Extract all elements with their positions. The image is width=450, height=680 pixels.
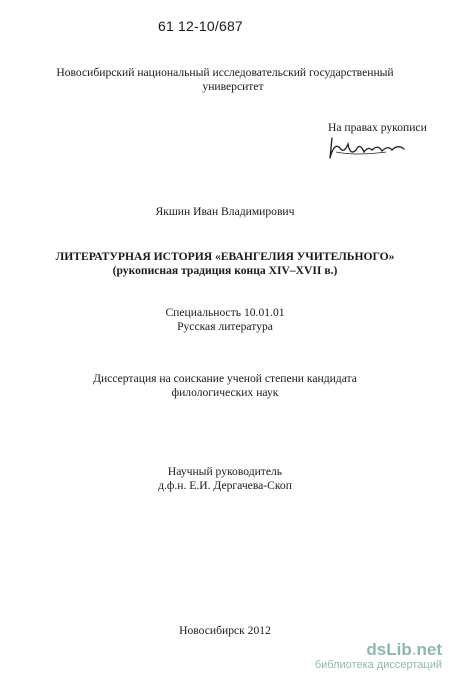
university-line-2: университет bbox=[202, 80, 264, 93]
document-code: 61 12-10/687 bbox=[158, 18, 243, 34]
supervisor-label: Научный руководитель bbox=[167, 465, 283, 478]
watermark-subtitle: библиотека диссертаций bbox=[314, 659, 442, 671]
city-year: Новосибирск 2012 bbox=[179, 624, 271, 637]
author-name: Якшин Иван Владимирович bbox=[155, 205, 295, 218]
watermark bbox=[302, 641, 442, 672]
supervisor-name: д.ф.н. Е.И. Дергачева-Скоп bbox=[158, 479, 292, 492]
manuscript-rights: На правах рукописи bbox=[328, 121, 427, 134]
handwritten-signature bbox=[326, 132, 416, 164]
university-line-1: Новосибирский национальный исследовательский государственный bbox=[56, 66, 394, 79]
degree-line-1: Диссертация на соискание ученой степени кандидата bbox=[93, 372, 357, 385]
degree-line-2: филологических наук bbox=[171, 386, 279, 399]
dissertation-title: ЛИТЕРАТУРНАЯ ИСТОРИЯ «ЕВАНГЕЛИЯ УЧИТЕЛЬНОГО» bbox=[55, 250, 395, 263]
dissertation-subtitle: (рукописная традиция конца XIV–XVII в.) bbox=[112, 264, 338, 277]
specialty-code: Специальность 10.01.01 bbox=[165, 306, 285, 319]
watermark-logo: dsLib.net bbox=[366, 640, 442, 659]
specialty-name: Русская литература bbox=[177, 320, 273, 333]
